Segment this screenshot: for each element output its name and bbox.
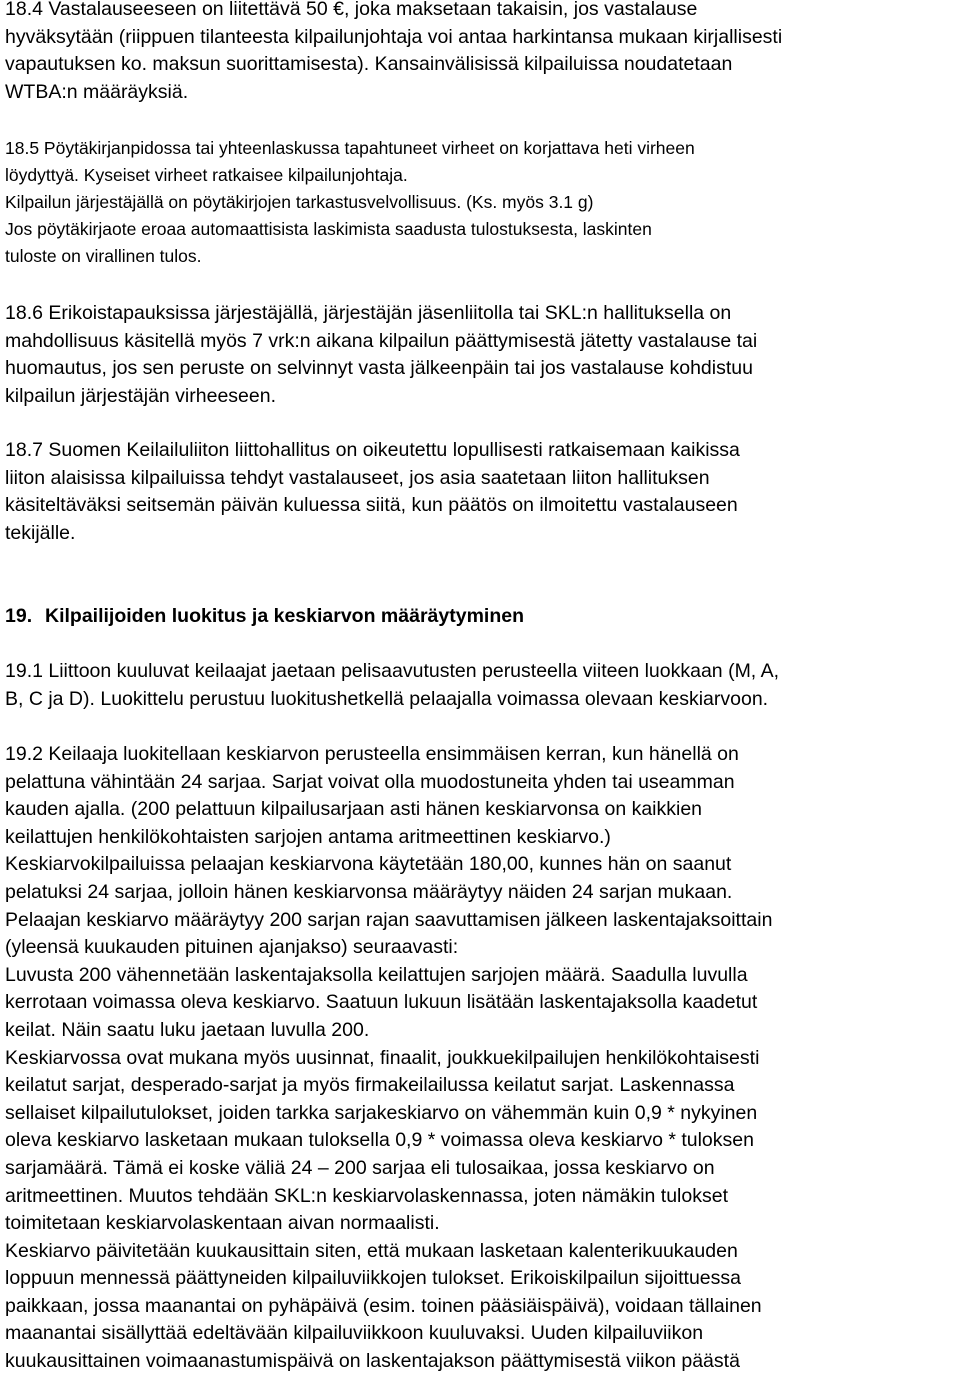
section-title: Kilpailijoiden luokitus ja keskiarvon määräytyminen <box>45 605 524 627</box>
text-line: B, C ja D). Luokittelu perustuu luokitushetkellä pelaajalla voimassa olevaan keskiarvoon. <box>5 687 769 710</box>
text-line: (yleensä kuukauden pituinen ajanjakso) seuraavasti: <box>5 936 459 959</box>
text-line: pelattuna vähintään 24 sarjaa. Sarjat voivat olla muodostuneita yhden tai useamman <box>5 770 735 793</box>
text-line: 18.5 Pöytäkirjanpidossa tai yhteenlaskussa tapahtuneet virheet on korjattava heti virheen <box>5 138 695 158</box>
text-line: Keskiarvossa ovat mukana myös uusinnat, finaalit, joukkuekilpailujen henkilökohtaisesti <box>5 1046 760 1069</box>
text-line: aritmeettinen. Muutos tehdään SKL:n keskiarvolaskennassa, joten nämäkin tulokset <box>5 1184 728 1207</box>
text-line: keilatut sarjat, desperado-sarjat ja myös firmakeilailussa keilatut sarjat. Laskennassa <box>5 1074 735 1097</box>
text-line: mahdollisuus käsitellä myös 7 vrk:n aikana kilpailun päättymisestä jätetty vastalause tai <box>5 329 758 352</box>
text-line: liiton alaisissa kilpailuissa tehdyt vastalauseet, jos asia saatetaan liiton hallituksen <box>5 466 710 489</box>
text-line: maanantai sisällyttää edeltävään kilpailuviikkoon kuuluvaksi. Uuden kilpailuviikon <box>5 1322 704 1345</box>
text-line: 18.7 Suomen Keilailuliiton liittohallitus on oikeutettu lopullisesti ratkaisemaan kaikissa <box>5 439 740 461</box>
text-line: tekijälle. <box>5 521 76 544</box>
text-line: sarjamäärä. Tämä ei koske väliä 24 – 200 sarjaa eli tulosaikaa, jossa keskiarvo on <box>5 1156 715 1179</box>
text-line: Pelaajan keskiarvo määräytyy 200 sarjan rajan saavuttamisen jälkeen laskentajaksoittain <box>5 908 773 931</box>
text-line: Jos pöytäkirjaote eroaa automaattisista laskimista saadusta tulostuksesta, laskinten <box>5 219 652 239</box>
text-line: keilat. Näin saatu luku jaetaan luvulla 200. <box>5 1018 370 1041</box>
text-line: pelatuksi 24 sarjaa, jolloin hänen keskiarvonsa määräytyy näiden 24 sarjan mukaan. <box>5 880 733 903</box>
text-line: kerrotaan voimassa oleva keskiarvo. Saatuun lukuun lisätään laskentajaksolla kaadetut <box>5 991 758 1014</box>
text-line: oleva keskiarvo lasketaan mukaan tuloksella 0,9 * voimassa oleva keskiarvo * tuloksen <box>5 1129 754 1152</box>
text-line: kauden ajalla. (200 pelattuun kilpailusarjaan asti hänen keskiarvonsa on kaikkien <box>5 798 703 821</box>
paragraph-19-2 <box>5 741 955 1376</box>
paragraph-18-4 <box>5 0 955 106</box>
text-line: sellaiset kilpailutulokset, joiden tarkka sarjakeskiarvo on vähemmän kuin 0,9 * nykyinen <box>5 1101 758 1124</box>
text-line: kuukausittainen voimaanastumispäivä on laskentajakson päättymisestä viikon päästä <box>5 1350 740 1373</box>
paragraph-18-7 <box>5 437 955 547</box>
text-line: Luvusta 200 vähennetään laskentajaksolla keilattujen sarjojen määrä. Saadulla luvulla <box>5 963 748 986</box>
text-line: 18.6 Erikoistapauksissa järjestäjällä, järjestäjän jäsenliitolla tai SKL:n hallituksella on <box>5 302 732 324</box>
text-line: toimitetaan keskiarvolaskentaan aivan normaalisti. <box>5 1212 440 1235</box>
paragraph-18-5 <box>5 135 955 270</box>
section-number: 19. <box>5 605 33 627</box>
text-line: 19.1 Liittoon kuuluvat keilaajat jaetaan pelisaavutusten perusteella viiteen luokkaan (M, A, <box>5 660 779 682</box>
text-line: vapautuksen ko. maksun suorittamisesta). Kansainvälisissä kilpailuissa noudatetaan <box>5 53 733 76</box>
text-line: 18.4 Vastalauseeseen on liitettävä 50 €, joka maksetaan takaisin, jos vastalause <box>5 0 698 20</box>
section-heading-19 <box>5 603 955 631</box>
text-line: löydyttyä. Kyseiset virheet ratkaisee kilpailunjohtaja. <box>5 165 408 185</box>
text-line: Keskiarvokilpailuissa pelaajan keskiarvona käytetään 180,00, kunnes hän on saanut <box>5 853 732 876</box>
text-line: käsiteltäväksi seitsemän päivän kuluessa siitä, kun päätös on ilmoitettu vastalauseen <box>5 494 738 517</box>
text-line: paikkaan, jossa maanantai on pyhäpäivä (esim. toinen pääsiäispäivä), voidaan tällainen <box>5 1294 762 1317</box>
paragraph-18-6 <box>5 300 955 410</box>
text-line: keilattujen henkilökohtaisten sarjojen antama aritmeettinen keskiarvo.) <box>5 825 611 848</box>
text-line: Keskiarvo päivitetään kuukausittain siten, että mukaan lasketaan kalenterikuukauden <box>5 1239 738 1262</box>
text-line: Kilpailun järjestäjällä on pöytäkirjojen tarkastusvelvollisuus. (Ks. myös 3.1 g) <box>5 192 594 212</box>
text-line: huomautus, jos sen peruste on selvinnyt vasta jälkeenpäin tai jos vastalause kohdistuu <box>5 357 753 380</box>
text-line: loppuun mennessä päättyneiden kilpailuviikkojen tulokset. Erikoiskilpailun sijoittuessa <box>5 1267 742 1290</box>
text-line: 19.2 Keilaaja luokitellaan keskiarvon perusteella ensimmäisen kerran, kun hänellä on <box>5 743 739 765</box>
text-line: WTBA:n määräyksiä. <box>5 80 189 103</box>
text-line: kilpailun järjestäjän virheeseen. <box>5 384 276 407</box>
text-line: tuloste on virallinen tulos. <box>5 246 202 266</box>
text-line: hyväksytään (riippuen tilanteesta kilpailunjohtaja voi antaa harkintansa mukaan kirjallisesti <box>5 25 783 48</box>
paragraph-19-1 <box>5 658 955 713</box>
